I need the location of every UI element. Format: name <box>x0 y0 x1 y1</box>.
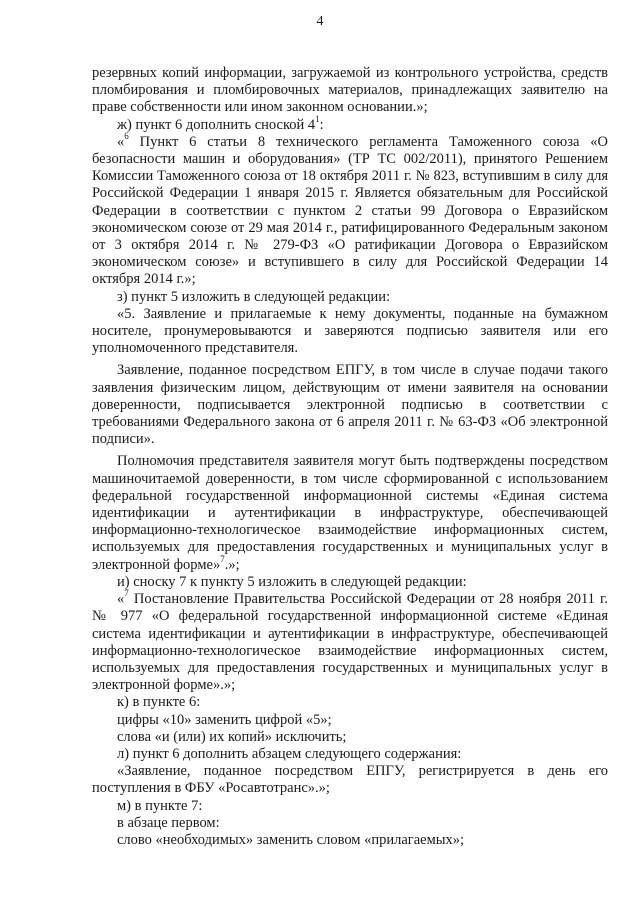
paragraph-item-l <box>92 746 608 763</box>
paragraph-text: «5. Заявление и прилагаемые к нему документы, поданные на бумажном носителе, пронумеровываются и заверяются подписью заявителя или его уполномоченного представителя. <box>92 305 608 357</box>
paragraph-text: цифры «10» заменить цифрой «5»; <box>117 711 332 728</box>
paragraph-footnote-7 <box>92 588 608 694</box>
footnote-mark: 7 <box>124 588 129 599</box>
document-body <box>92 65 608 849</box>
paragraph-continuation <box>92 65 608 117</box>
paragraph-text: з) пункт 5 изложить в следующей редакции: <box>117 288 391 305</box>
paragraph-text: Пункт 6 статьи 8 технического регламента Таможенного союза «О безопасности машин и оборудования» (ТР ТС 002/2011), принятого Решением Комиссии Таможенного союза от 18 октября 2011 г. № 823, вступившим в силу для Российской Федерации 1 января 2015 г. Является обязательным для Российской Федерации в соответствии с пунктом 2 статьи 99 Договора о Евразийском экономическом союзе от 29 мая 2014 г., ратифицированного Федеральным законом от 3 октября 2014 г. № 279-ФЗ «О ратификации Договора о Евразийском экономическом союзе» и вступившего в силу для Российской Федерации 14 октября 2014 г.»; <box>92 133 608 288</box>
paragraph-item-m <box>92 798 608 815</box>
paragraph-text: м) в пункте 7: <box>117 797 203 814</box>
footnote-mark: 6 <box>124 130 129 141</box>
paragraph-text: Постановление Правительства Российской Федерации от 28 ноября 2011 г. № 977 «О федеральной государственной информационной системе «Единая система идентификации и аутентификации в инфраструктуре, обеспечивающей информационно-технологическое взаимодействие информационных систем, используемых для предоставления государственных и муниципальных услуг в электронной форме».»; <box>92 591 608 694</box>
paragraph-text: «Заявление, поданное посредством ЕПГУ, регистрируется в день его поступления в ФБУ «Росавтотранс».»; <box>92 763 608 797</box>
paragraph-words-exclude <box>92 729 608 746</box>
paragraph-text: : <box>319 116 324 133</box>
paragraph-text: « <box>117 133 125 150</box>
footnote-mark: 7 <box>220 553 225 564</box>
paragraph-item-i <box>92 574 608 591</box>
paragraph-epgu-signature <box>92 362 608 448</box>
paragraph-item-k <box>92 694 608 711</box>
paragraph-text: резервных копий информации, загружаемой из контрольного устройства, средств пломбирования и пломбировочных материалов, принадлежащих заявителю на праве собственности или ином законном основании.»; <box>92 65 608 116</box>
paragraph-text: л) пункт 6 дополнить абзацем следующего содержания: <box>117 745 462 762</box>
paragraph-text: .»; <box>224 556 240 573</box>
footnote-mark: 1 <box>315 113 320 124</box>
paragraph-text: ж) пункт 6 дополнить сноской 4 <box>117 116 316 133</box>
paragraph-point-5 <box>92 306 608 358</box>
paragraph-item-z <box>92 289 608 306</box>
paragraph-epgu-registration <box>92 763 608 797</box>
paragraph-digits-replace <box>92 712 608 729</box>
paragraph-text: Заявление, поданное посредством ЕПГУ, в том числе в случае подачи такого заявления физическим лицом, действующим от имени заявителя на основании доверенности, подписывается электронной подписью в соответствии с требованиями Федерального закона от 6 апреля 2011 г. № 63-ФЗ «Об электронной подписи». <box>92 362 608 448</box>
paragraph-text: слово «необходимых» заменить словом «прилагаемых»; <box>117 831 465 848</box>
paragraph-footnote-6 <box>92 130 608 289</box>
paragraph-text: Полномочия представителя заявителя могут быть подтверждены посредством машиночитаемой доверенности, в том числе сформированной с использованием федеральной государственной информационной системы «Единая система идентификации и аутентификации в инфраструктуре, обеспечивающей информационно-технологическое взаимодействие информационных систем, используемых для предоставления государственных и муниципальных услуг в электронной форме» <box>92 453 608 573</box>
paragraph-representative-powers <box>92 453 608 573</box>
paragraph-first-subparagraph <box>92 815 608 832</box>
page-number: 4 <box>316 14 324 29</box>
paragraph-text: « <box>117 591 125 608</box>
paragraph-item-zh <box>92 113 608 134</box>
paragraph-text: к) в пункте 6: <box>117 694 201 711</box>
paragraph-text: и) сноску 7 к пункту 5 изложить в следующей редакции: <box>117 573 467 590</box>
paragraph-word-replace <box>92 832 608 849</box>
paragraph-text: в абзаце первом: <box>117 814 220 831</box>
paragraph-text: слова «и (или) их копий» исключить; <box>117 728 347 745</box>
